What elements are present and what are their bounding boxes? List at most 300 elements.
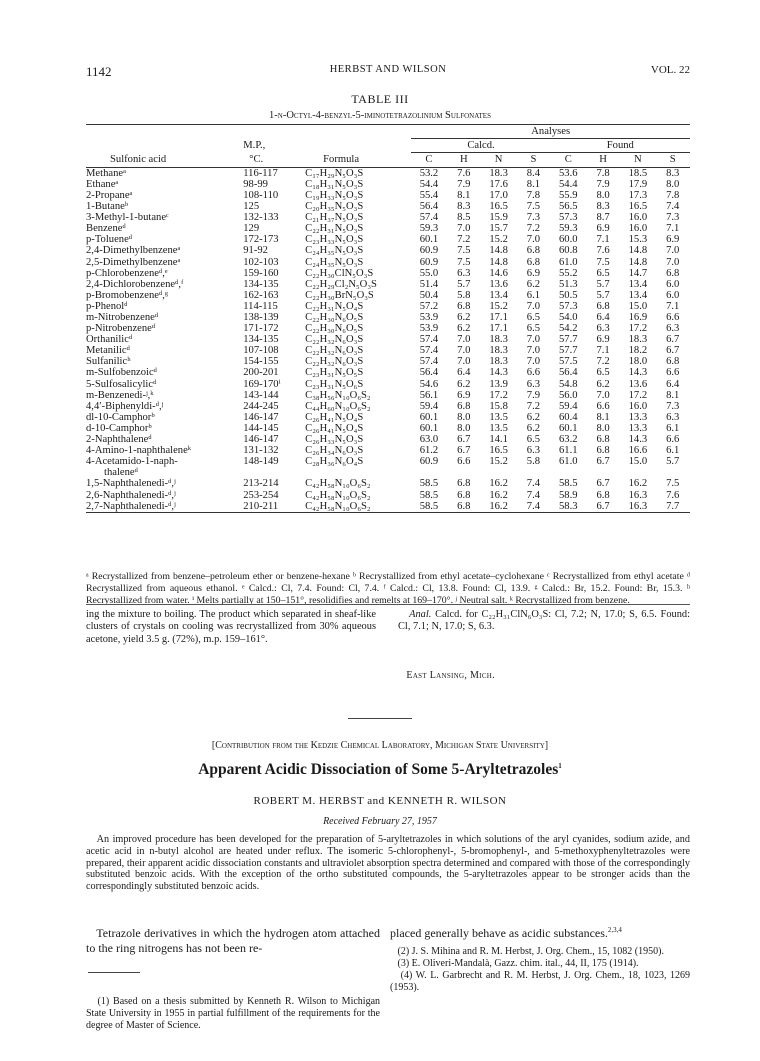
table-cell: 6.8	[526, 245, 541, 257]
table-row	[86, 245, 690, 256]
table-cell: C₂₂H₃₁N₅O₄S	[305, 300, 364, 312]
acid-header: Sulfonic acid	[110, 153, 167, 165]
table-cell: m-Nitrobenzeneᵈ	[86, 312, 159, 323]
table-row	[86, 345, 690, 356]
table-cell: 16.9	[628, 312, 648, 323]
table-cell: 17.2	[628, 389, 648, 401]
table-cell: 7.1	[596, 345, 610, 357]
table-cell: 17.1	[489, 323, 508, 335]
table-cell: 13.3	[628, 422, 648, 434]
table-cell: C₂₄H₃₅N₅O₃S	[305, 256, 364, 268]
table-cell: 6.3	[666, 411, 680, 423]
table-cell: 16.5	[489, 201, 508, 213]
table-cell: 2-Naphthaleneᵈ	[86, 434, 152, 446]
table-cell: 7.8	[666, 189, 680, 201]
table-cell: 6.7	[596, 500, 610, 512]
table-cell: 61.0	[558, 256, 578, 268]
table-cell: 18.5	[628, 167, 648, 179]
table-cell: 55.2	[558, 267, 578, 279]
table-cell: 14.8	[628, 256, 648, 268]
table-cell: p-Nitrobenzeneᵈ	[86, 323, 156, 335]
table-cell: 2,4-Dichlorobenzeneᵈ,ᶠ	[86, 278, 184, 290]
table-cell: C₂₃H₃₁N₅O₅S	[305, 367, 364, 379]
data-table-container	[86, 124, 690, 515]
table-cell: 6.5	[596, 367, 610, 379]
table-row	[86, 167, 690, 179]
analyses-header: Analyses	[411, 125, 690, 139]
table-cell: 200-201	[243, 367, 279, 379]
table-cell: 4-Acetamido-1-naph-	[86, 456, 178, 468]
table-cell: m-Sulfobenzoicᵈ	[86, 367, 157, 379]
table-cell: 6.1	[526, 289, 541, 301]
table-cell: 6.7	[457, 445, 471, 457]
abstract	[86, 834, 690, 893]
table-cell: C₂₂H₃₂N₆O₃S	[305, 356, 364, 368]
table-cell: C₂₂H₃₀BrN₅O₃S	[305, 289, 374, 301]
ref-markers: 2,3,4	[607, 926, 622, 934]
table-bottom-rule	[86, 512, 690, 515]
table-cell: 7.0	[666, 245, 680, 257]
formula-header: Formula	[323, 154, 360, 166]
table-cell: 51.4	[419, 278, 439, 290]
table-row	[86, 334, 690, 345]
table-cell: 15.2	[489, 234, 508, 246]
table-cell: p-Phenolᵈ	[86, 300, 128, 312]
table-cell: 60.1	[419, 422, 439, 434]
table-cell: C₃₈H₅₆N₁₀O₆S₂	[305, 389, 371, 401]
table-cell: 56.4	[419, 201, 439, 213]
table-cell: 15.3	[628, 234, 648, 246]
table-cell: 6.2	[596, 378, 610, 390]
table-cell: 54.4	[419, 178, 439, 190]
table-row	[86, 367, 690, 378]
reference-4	[390, 970, 690, 994]
table-cell: 6.6	[666, 434, 680, 446]
table-cell: 7.0	[526, 300, 541, 312]
table-cell: C₂₁H₃₇N₅O₃S	[305, 212, 364, 224]
table-cell: 6.9	[596, 223, 610, 235]
table-cell: 6.9	[526, 267, 541, 279]
table-cell: C₂₆H₃₄N₆O₃S	[305, 445, 364, 457]
table-cell: 138-139	[243, 312, 279, 323]
table-cell: 6.8	[666, 356, 680, 368]
table-cell: 6.6	[666, 312, 680, 323]
table-cell: 7.0	[457, 356, 471, 368]
table-cell: 18.3	[628, 334, 648, 346]
table-cell: 7.2	[596, 356, 610, 368]
el-header: N	[634, 154, 642, 166]
table-cell: 8.5	[457, 212, 471, 224]
table-cell	[411, 467, 446, 478]
table-cell: 6.8	[457, 400, 471, 412]
table-cell: Benzeneᵈ	[86, 223, 126, 235]
divider	[86, 604, 690, 605]
table-cell: Metanilicᵈ	[86, 345, 130, 357]
table-cell: 53.9	[419, 323, 439, 335]
table-cell: 6.8	[457, 489, 471, 501]
table-cell: 58.3	[558, 500, 578, 512]
table-cell: 8.0	[457, 411, 471, 423]
table-cell: 61.2	[419, 445, 439, 457]
table-cell: 8.1	[526, 178, 541, 190]
table-cell: C₁₈H₃₁N₅O₃S	[305, 178, 364, 190]
table-cell: 14.8	[628, 245, 648, 257]
table-cell: dl-10-Camphorᵇ	[86, 411, 155, 423]
table-cell: 6.5	[526, 323, 541, 335]
table-cell: 13.4	[628, 278, 648, 290]
table-cell: m-Benzenedi-ʲ,ᵏ	[86, 389, 154, 401]
table-cell: 7.3	[666, 400, 680, 412]
article-title-text: Apparent Acidic Dissociation of Some 5-Aryltetrazoles	[198, 761, 559, 778]
table-cell: 7.0	[457, 334, 471, 346]
table-cell: 7.4	[666, 201, 680, 213]
table-cell: 6.9	[596, 334, 610, 346]
table-cell: 13.9	[489, 378, 508, 390]
table-cell: 16.5	[489, 445, 508, 457]
calcd-header: Calcd.	[411, 139, 550, 153]
table-cell: 57.4	[419, 345, 439, 357]
table-cell: 6.6	[526, 367, 541, 379]
anal-text: Calcd. for C₂₂H₃₁ClN₆O₃S: Cl, 7.2; N, 17.0; S, 6.5. Found: Cl, 7.1; N, 17.0; S, 6.3.	[398, 609, 690, 633]
table-row	[86, 401, 690, 412]
table-cell: 169-170ⁱ	[243, 378, 281, 390]
table-cell: 16.2	[489, 489, 508, 501]
table-cell: 8.0	[666, 178, 680, 190]
table-cell: 18.2	[628, 345, 648, 357]
table-cell: 2,5-Dimethylbenzeneᵃ	[86, 256, 181, 268]
table-cell: 4,4′-Biphenyldi-ᵈ,ʲ	[86, 400, 164, 412]
table-cell: p-Chlorobenzeneᵈ,ᵉ	[86, 267, 168, 279]
table-cell: 18.3	[489, 334, 508, 346]
table-cell: 13.4	[628, 289, 648, 301]
table-cell: 7.3	[526, 212, 541, 224]
table-cell: 6.0	[666, 278, 680, 290]
table-cell: 146-147	[243, 434, 279, 446]
table-cell: 7.1	[596, 234, 610, 246]
table-cell: 17.1	[489, 312, 508, 323]
table-cell: 59.3	[558, 223, 578, 235]
table-cell: 16.2	[628, 478, 648, 490]
table-cell: 5.7	[457, 278, 471, 290]
el-header: C	[425, 154, 433, 166]
footnote-rule	[88, 972, 140, 973]
divider	[348, 718, 412, 719]
table-cell: 14.7	[628, 267, 648, 279]
table-row	[86, 379, 690, 390]
table-cell: 4-Amino-1-naphthaleneᵏ	[86, 445, 192, 457]
table-cell: 58.5	[558, 478, 578, 490]
table-cell: 8.1	[457, 189, 471, 201]
table-cell: 18.3	[489, 356, 508, 368]
article-title	[0, 761, 760, 779]
table-cell: C₂₈H₃₆N₆O₄S	[305, 456, 364, 468]
table-cell: 60.9	[419, 456, 439, 468]
table-cell: 8.1	[666, 389, 680, 401]
table-cell: 57.4	[419, 356, 439, 368]
table-cell: 13.3	[628, 411, 648, 423]
table-cell: 14.8	[489, 245, 508, 257]
table-cell: 61.1	[558, 445, 578, 457]
table-cell: 102-103	[243, 256, 279, 268]
table-cell: C₂₃H₃₁N₅O₆S	[305, 378, 364, 390]
el-header: H	[599, 154, 607, 166]
table-title: TABLE III	[351, 92, 409, 106]
table-cell: 8.3	[596, 201, 610, 213]
table-cell: C₂₆H₄₁N₅O₄S	[305, 411, 364, 423]
authors: ROBERT M. HERBST and KENNETH R. WILSON	[253, 795, 507, 807]
table-cell: 6.3	[526, 378, 541, 390]
table-cell: 6.7	[666, 334, 680, 346]
table-cell: 2,7-Naphthalenedi-ᵈ,ʲ	[86, 500, 176, 512]
table-cell: 54.0	[558, 312, 578, 323]
table-cell: 6.5	[526, 434, 541, 446]
table-cell: 63.2	[558, 434, 578, 446]
table-cell: C₄₂H₅₈N₁₀O₆S₂	[305, 489, 371, 501]
received-date: Received February 27, 1957	[323, 816, 437, 827]
table-cell: 253-254	[243, 489, 279, 501]
table-cell: 57.3	[558, 212, 578, 224]
prev-article-text: ing the mixture to boiling. The product which separated in sheaf-like clusters of crystals on cooling was recrystallized from 30% aqueous acetone, yield 3.5 g. (72%), m.p. 159–161°.	[86, 609, 376, 645]
table-footnote: ᵃ Recrystallized from benzene–petroleum ether or benzene-hexane ᵇ Recrystallized from ethyl acetate–cyclohexane ᶜ Recrystallized from ethyl acetate ᵈ Recrystallized from aqueous ethanol. ᵉ Calcd.: Cl, 7.4. Found: Cl, 7.4. ᶠ Calcd.: Cl, 13.8. Found: Cl, 13.9. ᵍ Calcd.: Br, 15.2. Found: Br, 15.3. ʰ Recrystallized from water. ⁱ Melts partially at 150–151°, resolidifies and remelts at 169–170°. ʲ Neutral salt. ᵏ Recrystallized from benzene.	[86, 571, 690, 606]
table-cell: 60.1	[419, 411, 439, 423]
table-cell: C₂₆H₃₃N₅O₃S	[305, 434, 364, 446]
table-cell: 17.2	[489, 389, 508, 401]
table-cell: 54.6	[419, 378, 439, 390]
table-cell: 144-145	[243, 422, 279, 434]
table-cell: 14.3	[628, 367, 648, 379]
table-cell: C₂₂H₃₂N₆O₃S	[305, 345, 364, 357]
table-cell: 16.6	[628, 445, 648, 457]
table-cell: 6.2	[457, 312, 471, 323]
table-cell: 146-147	[243, 411, 279, 423]
table-cell: 5.7	[596, 278, 610, 290]
table-cell: 17.6	[489, 178, 508, 190]
table-cell: 13.6	[489, 278, 508, 290]
table-row	[86, 478, 690, 489]
footnote-1-text: (1) Based on a thesis submitted by Kenneth R. Wilson to Michigan State University in 1955 in partial fulfillment of the requirements for the degree of Master of Science.	[86, 996, 381, 1031]
table-cell: 16.0	[628, 223, 648, 235]
table-cell: 2-Propaneᵃ	[86, 189, 133, 201]
footnote-1	[86, 996, 380, 1032]
table-cell: 58.9	[558, 489, 578, 501]
table-cell: 7.0	[526, 234, 541, 246]
table-cell: 13.5	[489, 411, 508, 423]
table-cell: 59.4	[419, 400, 439, 412]
table-cell: 63.0	[419, 434, 439, 446]
table-cell: C₂₃H₃₃N₅O₃S	[305, 234, 364, 246]
table-cell: 18.3	[489, 345, 508, 357]
table-cell: 16.0	[628, 400, 648, 412]
table-row	[86, 412, 690, 423]
table-cell: 132-133	[243, 212, 279, 224]
table-cell: 58.5	[419, 489, 439, 501]
table-cell: 7.4	[526, 500, 541, 512]
anal-label: Anal.	[409, 609, 432, 620]
page-number: 1142	[86, 64, 112, 79]
table-row	[86, 501, 690, 513]
table-cell: 6.6	[666, 367, 680, 379]
table-cell: 6.4	[596, 312, 610, 323]
table-cell: 57.3	[558, 300, 578, 312]
table-cell: 6.5	[526, 312, 541, 323]
table-cell: 171-172	[243, 323, 279, 335]
table-cell: Methaneᵃ	[86, 167, 126, 179]
table-cell: 59.3	[419, 223, 439, 235]
table-cell: 6.9	[666, 234, 680, 246]
table-cell: 6.1	[666, 422, 680, 434]
table-cell: 57.2	[419, 300, 439, 312]
table-row	[86, 179, 690, 190]
table-cell: 50.4	[419, 289, 439, 301]
table-row	[86, 234, 690, 245]
table-cell: 54.4	[558, 178, 578, 190]
table-cell	[586, 467, 620, 478]
table-cell: 56.0	[558, 389, 578, 401]
table-cell: 51.3	[558, 278, 578, 290]
table-cell: 7.5	[666, 478, 680, 490]
table-cell: 148-149	[243, 456, 279, 468]
table-cell: 8.1	[596, 411, 610, 423]
table-cell: 18.3	[489, 167, 508, 179]
table-cell: 16.2	[489, 478, 508, 490]
table-cell: 8.7	[596, 212, 610, 224]
table-cell: 57.7	[558, 334, 578, 346]
table-cell: 60.1	[419, 234, 439, 246]
table-row	[86, 223, 690, 234]
table-cell: 2,6-Naphthalenedi-ᵈ,ʲ	[86, 489, 176, 501]
table-cell: 15.2	[489, 300, 508, 312]
table-row	[86, 268, 690, 279]
table-cell: 17.3	[628, 189, 648, 201]
table-cell	[305, 467, 411, 478]
table-cell: 56.1	[419, 389, 439, 401]
table-cell: 6.9	[457, 389, 471, 401]
table-cell: 125	[243, 201, 260, 213]
rule-cell	[86, 512, 690, 515]
table-cell: 60.1	[558, 422, 578, 434]
table-cell: 6.7	[596, 478, 610, 490]
location-text: East Lansing, Mich.	[406, 670, 495, 681]
table-cell: 6.0	[666, 289, 680, 301]
table-cell: 172-173	[243, 234, 279, 246]
table-cell: 60.8	[558, 245, 578, 257]
table-cell: C₄₂H₅₈N₁₀O₆S₂	[305, 478, 371, 490]
table-cell: 56.4	[419, 367, 439, 379]
table-cell: 14.6	[489, 267, 508, 279]
table-cell: 6.8	[596, 489, 610, 501]
table-cell: 6.8	[457, 478, 471, 490]
table-cell: 7.4	[526, 478, 541, 490]
table-cell: 7.5	[457, 245, 471, 257]
table-cell: C₂₄H₃₅N₅O₃S	[305, 245, 364, 257]
table-cell: Orthanilicᵈ	[86, 334, 133, 346]
table-cell: 6.3	[666, 323, 680, 335]
contribution-line: [Contribution from the Kedzie Chemical Laboratory, Michigan State University]	[211, 740, 549, 751]
table-cell: 7.0	[526, 334, 541, 346]
table-cell: p-Bromobenzeneᵈ,ᵍ	[86, 289, 169, 301]
table-cell: 5.7	[596, 289, 610, 301]
table-row	[86, 190, 690, 201]
table-cell: 7.0	[457, 223, 471, 235]
table-cell: 18.0	[628, 356, 648, 368]
table-cell: 7.0	[526, 345, 541, 357]
body-left	[86, 926, 380, 956]
table-cell: 6.5	[596, 267, 610, 279]
table-cell: 58.5	[419, 500, 439, 512]
table-cell: 6.2	[526, 278, 541, 290]
abstract-text: An improved procedure has been developed for the preparation of 5-aryltetrazoles in which solutions of the aryl cyanides, sodium azide, and acetic acid in n-butyl alcohol are heated under reflux. The isomeric 5-chlorophenyl-, 5-bromophenyl-, and 5-methoxyphenyltetrazoles were prepared, their apparent acidic dissociation constants and ultraviolet absorption spectra determined and compared with those of the correspondingly substituted benzoic acids. With the exception of the ortho substituted compounds, the 5-aryltetrazoles appear to be stronger acids than the correspondingly substituted benzoic acids.	[86, 834, 690, 893]
table-cell: 7.4	[526, 489, 541, 501]
table-cell	[516, 467, 550, 478]
table-cell: 53.2	[419, 167, 439, 179]
table-cell: 16.3	[628, 500, 648, 512]
running-title: HERBST AND WILSON	[329, 64, 447, 75]
table-cell: 59.4	[558, 400, 578, 412]
table-cell: 15.0	[628, 456, 648, 468]
table-cell: 17.9	[628, 178, 648, 190]
table-cell: 7.6	[457, 167, 471, 179]
table-cell: 13.5	[489, 422, 508, 434]
table-cell: 56.4	[558, 367, 578, 379]
table-cell: 14.1	[489, 434, 508, 446]
table-cell: 57.7	[558, 345, 578, 357]
table-cell: 61.0	[558, 456, 578, 468]
table-cell: 5-Sulfosalicylicᵈ	[86, 378, 157, 390]
table-cell: 57.4	[419, 212, 439, 224]
table-cell: d-10-Camphorᵇ	[86, 422, 152, 434]
table-cell: 6.8	[596, 300, 610, 312]
table-row	[86, 434, 690, 445]
table-cell: 54.8	[558, 378, 578, 390]
prev-article-analysis	[398, 609, 690, 634]
table-cell: 6.8	[596, 445, 610, 457]
table-cell: 13.4	[489, 289, 508, 301]
table-cell: 8.3	[666, 167, 680, 179]
el-header: S	[669, 154, 676, 166]
table-row	[86, 279, 690, 290]
table-cell: 15.8	[489, 400, 508, 412]
volume-label: VOL. 22	[650, 64, 690, 76]
table-cell: 6.2	[457, 323, 471, 335]
table-row	[86, 390, 690, 401]
el-header: N	[494, 154, 503, 166]
table-cell: 6.7	[596, 456, 610, 468]
table-cell: thaleneᵈ	[104, 467, 138, 479]
table-cell	[447, 467, 481, 478]
table-cell: 134-135	[243, 334, 279, 346]
table-cell: 50.5	[558, 289, 578, 301]
table-cell: 131-132	[243, 445, 279, 457]
table-cell: 6.3	[596, 323, 610, 335]
table-cell: 53.6	[558, 167, 578, 179]
ref-2-text: (2) J. S. Mihina and R. M. Herbst, J. Org. Chem., 15, 1082 (1950).	[397, 946, 664, 957]
table-cell: 143-144	[243, 389, 279, 401]
table-cell: C₄₄H₆₀N₁₀O₆S₂	[305, 400, 371, 412]
table-cell: 213-214	[243, 478, 279, 490]
table-subtitle: 1-n-Octyl-4-benzyl-5-iminotetrazolinium Sulfonates	[269, 110, 491, 121]
table-cell: C₂₀H₃₅N₅O₃S	[305, 201, 364, 213]
table-cell: 7.0	[666, 256, 680, 268]
table-cell: 5.7	[666, 456, 680, 468]
table-cell: 17.0	[489, 189, 508, 201]
body-left-text: Tetrazole derivatives in which the hydrogen atom attached to the ring nitrogens has not been re-	[86, 926, 381, 955]
table-row	[86, 323, 690, 334]
table-cell: 6.2	[526, 411, 541, 423]
location	[398, 670, 690, 681]
table-cell: 129	[243, 223, 260, 235]
table-cell: 56.5	[558, 201, 578, 213]
page-header	[86, 64, 690, 80]
